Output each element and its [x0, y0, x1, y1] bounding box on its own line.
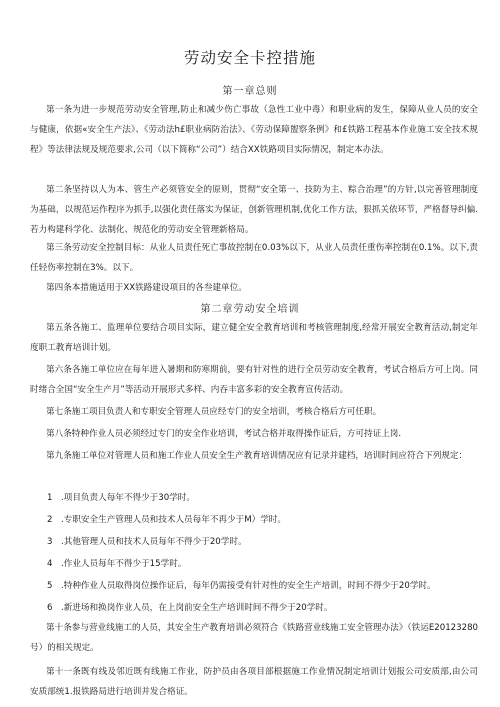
article-10: 第十条参与营业线施工的人员，其安全生产教育培训必须符合《铁路营业线施工安全管理办法》（铁运E20123280号）的相关规定。 — [30, 623, 478, 653]
list-item-number: 5 — [47, 581, 53, 591]
article-3: 第三条劳动安全控制目标：从业人员责任死亡事故控制在0.03%以下，从业人员责任重伤率控制在0.1%。以下,责任轻伤率控制在3%。以下。 — [30, 243, 478, 273]
article-8: 第八条特种作业人员必须经过专门的安全作业培训，考试合格并取得操作证后，方可持证上岗. — [46, 429, 402, 439]
chapter-2-heading: 第二章劳动安全培训 — [200, 304, 300, 315]
list-item-number: 4 — [47, 559, 53, 569]
document-title: 劳动安全卡控措施 — [183, 49, 316, 67]
list-item — [47, 576, 477, 596]
article-5: 第五条各施工、监理单位要结合项目实际，建立健全安全教育培训和考核管理制度,经常开展安全教育活动,制定年度职工教育培训计划。 — [30, 323, 478, 353]
list-item-text: .新进场和换岗作业人员，在上岗前安全生产培训时间不得少于20学时。 — [61, 603, 333, 613]
list-item-text: .特种作业人员取得岗位操作证后，每年仍需接受有针对性的安全生产培训，时间不得少于20学时。 — [61, 581, 436, 591]
article-4: 第四条本措施适用于XX铁路建设项目的各叁建单位。 — [46, 283, 247, 293]
article-2: 第二条坚持以人为本、管生产必须管安全的原则，贯彻“安全第一、技防为主、粽合治理”的方针,以完善管理制度为基础，以规范运作程序为抓手,以强化责任落实为保证，创新管理机制,优化工作方法，狠抓关依环节，严格督导纠偏.若力构建科学化、法制化、规范化的劳动安全管理新格局。 — [30, 185, 478, 235]
list-item — [47, 488, 477, 508]
list-item-number: 3 — [47, 537, 53, 547]
list-item — [47, 510, 477, 530]
article-6: 第六条各施工单位应在每年进入暑期和防寒期前，要有针对性的进行全员劳动安全教育，考试合格后方可上岗。同时绪合全国“安全生产月”等活动开展形式多样、内吞丰富多彩的安全教育宣传活动。 — [30, 365, 478, 395]
article-7: 第七条施工项目负责人和专职安全管理人员应经专门的安全培训，考核合格后方可任职。 — [46, 407, 382, 417]
list-item — [47, 554, 477, 574]
list-item-text: .项目负责人每年不得少于30学时。 — [61, 493, 195, 503]
list-item-text: .作业人员每年不得少于15学时。 — [61, 559, 187, 569]
list-item — [47, 532, 477, 552]
list-item-number: 6 — [47, 603, 53, 613]
list-item — [47, 598, 477, 618]
chapter-1-heading: 第一章总则 — [222, 86, 278, 97]
article-11: 第十一条既有线及邻近既有线施工作业，防护员由各项目部根据施工作业情况制定培训计划报公司安质部,由公司安质部统1.报铁路局进行培训并发合格证。 — [30, 667, 478, 697]
list-item-text: .其他管理人员和技术人员每年不得少于20学时。 — [61, 537, 247, 547]
list-item-number: 1 — [47, 493, 53, 503]
list-item-text: .专职安全生产管理人员和技术人员每年不再少于M）学时。 — [61, 515, 286, 525]
list-item-number: 2 — [47, 515, 53, 525]
article-9: 第九条施工单位对管理人员和施工作业人员安全生产教育培训情况应有记录并建档，培训时间应符合下列规定： — [46, 451, 468, 461]
article-1: 第一条为进一步规范劳动安全管理,防止和减少伤亡事故（急性工业中毒）和职业病的发生，保障从业人员的安全与健康，依据«安全生产法》、《劳动法h£职业病防治法》、《劳动保障盥察条例》和£铁路工程基本作业施工安全技术规程》等法律法规及规范要求,公司（以下简称“公司”）结合XX铁路项目实际情况，制定本办法。 — [30, 105, 478, 155]
